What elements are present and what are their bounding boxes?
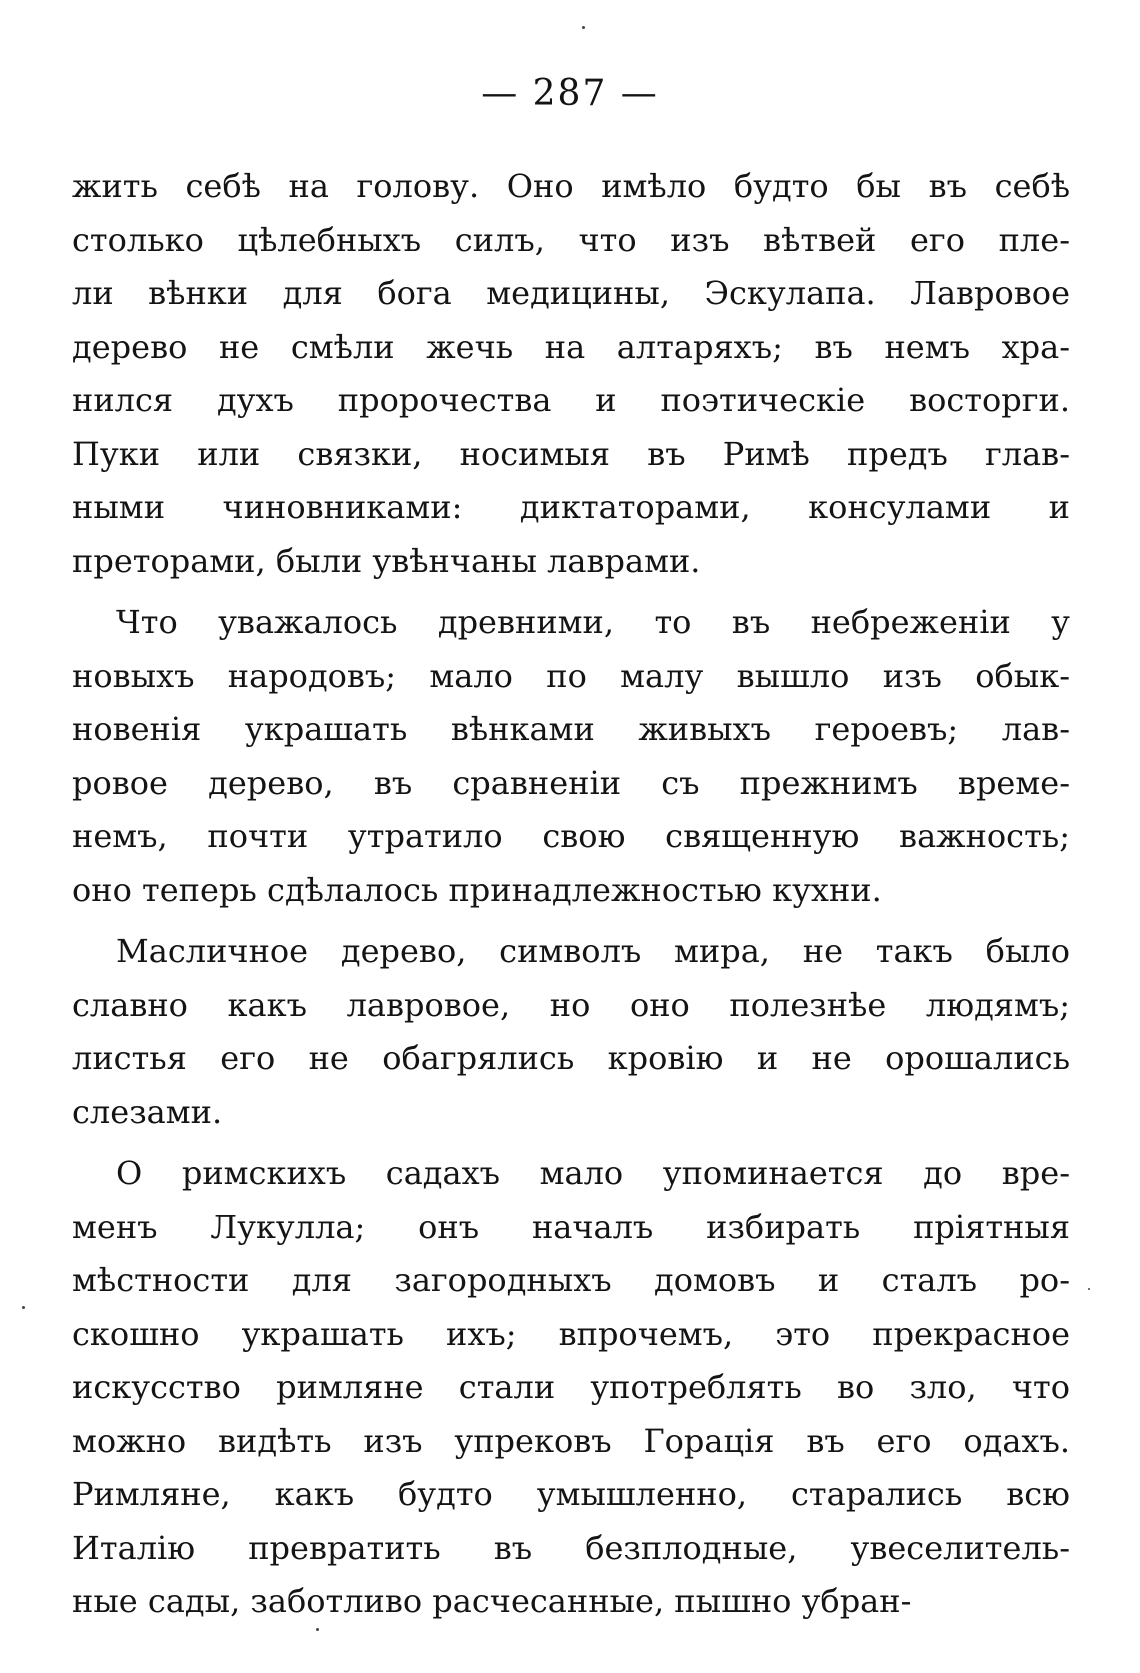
paragraph-gap [72,588,1070,596]
scan-speck [582,26,585,29]
text-line: искусство римляне стали употреблять во зло, что [72,1368,1070,1406]
text-line: Что уважалось древними, то въ небреженіи у [116,603,1070,641]
text-line: Масличное дерево, символъ мира, не такъ было [116,932,1070,970]
scan-speck [22,1306,25,1309]
text-line: нился духъ пророчества и поэтическіе восторги. [72,381,1070,419]
text-line: дерево не смѣли жечь на алтаряхъ; въ немъ хра- [72,327,1070,366]
text-line: славно какъ лавровое, но оно полезнѣе людямъ; [72,985,1070,1024]
text-line: ровое дерево, въ сравненіи съ прежнимъ време- [72,763,1070,802]
body-text [72,160,1070,1629]
paragraph-gap [72,1139,1070,1147]
text-line: новыхъ народовъ; мало по малу вышло изъ обык- [72,656,1070,695]
text-line: немъ, почти утратило свою священную важность; [72,817,1070,855]
paragraph-gap [72,917,1070,925]
text-line: слезами. [72,1092,223,1131]
scan-speck [1088,1288,1090,1290]
text-line: новенія украшать вѣнками живыхъ героевъ; лав- [72,710,1070,748]
text-line: менъ Лукулла; онъ началъ избирать пріятныя [72,1207,1070,1246]
text-line: О римскихъ садахъ мало упоминается до вре- [116,1154,1070,1192]
text-line: ными чиновниками: диктаторами, консулами и [72,488,1070,526]
text-line: столько цѣлебныхъ силъ, что изъ вѣтвей его пле- [72,220,1070,259]
text-line: оно теперь сдѣлалось принадлежностью кухни. [72,870,882,909]
text-line: листья его не обагрялись кровію и не орошались [72,1039,1070,1077]
text-line: преторами, были увѣнчаны лаврами. [72,541,701,580]
scan-speck [316,1628,319,1631]
text-line: скошно украшать ихъ; впрочемъ, это прекрасное [72,1314,1070,1353]
text-line: ли вѣнки для бога медицины, Эскулапа. Лавровое [72,274,1070,312]
text-line: Пуки или связки, носимыя въ Римѣ предъ глав- [72,434,1070,473]
text-line: Римляне, какъ будто умышленно, старались всю [72,1475,1070,1513]
text-line: Италію превратить въ безплодные, увеселитель- [72,1528,1070,1567]
text-line: можно видѣть изъ упрековъ Горація въ его одахъ. [72,1421,1070,1460]
text-line: ные сады, заботливо расчесанные, пышно убран- [72,1582,912,1620]
text-line: жить себѣ на голову. Оно имѣло будто бы въ себѣ [72,167,1070,205]
page-number: — 287 — [481,73,659,114]
text-line: мѣстности для загородныхъ домовъ и сталъ ро- [72,1261,1070,1299]
